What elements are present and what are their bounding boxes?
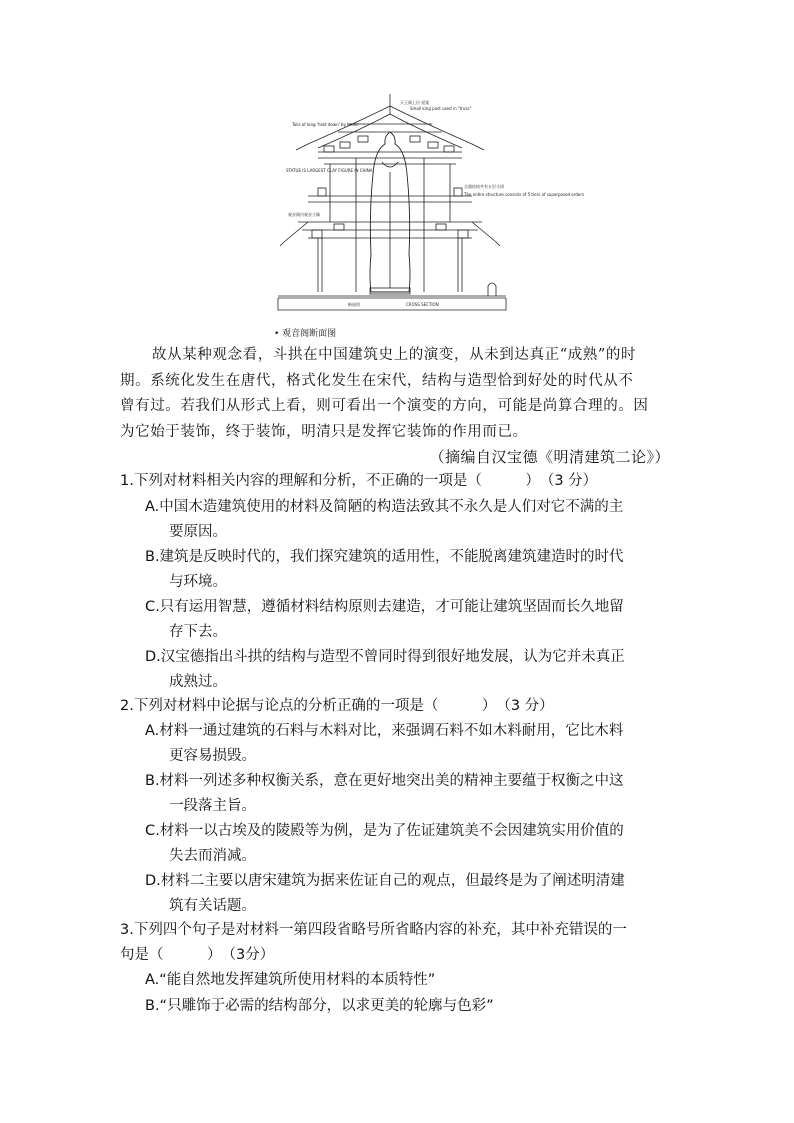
question-2-option-d	[145, 869, 677, 919]
question-3-stem-line-2: 句是（ ） （3分）	[120, 947, 275, 963]
option-line: D.汉宝德指出斗拱的结构与造型不曾同时得到很好地发展，认为它并未真正	[145, 649, 625, 665]
label-statue: STATUE IS LARGEST CLAY FIGURE IN CHINA	[286, 168, 373, 173]
question-2-option-a	[145, 719, 677, 769]
option-continuation: 与环境。	[169, 574, 227, 590]
question-3-stem	[120, 918, 678, 968]
paragraph-line-1	[120, 343, 676, 369]
option-continuation: 更容易损毁。	[169, 748, 256, 764]
option-line: B.材料一列述多种权衡关系，意在更好地突出美的精神主要蕴于权衡之中这	[145, 773, 624, 789]
option-line: B.建筑是反映时代的，我们探究建筑的适用性，不能脱离建筑建造时的时代	[145, 549, 624, 565]
label-right-en: The entire structure consists of 5 tiers of superposed orders	[464, 192, 585, 197]
question-1-option-a	[145, 495, 677, 545]
question-2-stem: 2.下列对材料中论据与论点的分析正确的一项是（ ） （3 分）	[120, 698, 554, 714]
label-tail: Tails of long 'hold down' by beam	[292, 122, 359, 127]
label-top-cn: 天王阁上层 屋架	[400, 100, 430, 105]
option-continuation: 存下去。	[169, 624, 227, 640]
paragraph-line-1-text: 故从某种观念看，斗拱在中国建筑史上的演变，从未到达真正“成熟”的时	[152, 347, 637, 363]
option-line: C.只有运用智慧，遵循材料结构原则去建造，才可能让建筑坚固而长久地留	[145, 599, 624, 615]
option-line: D.材料二主要以唐宋建筑为据来佐证自己的观点，但最终是为了阐述明清建	[145, 873, 625, 889]
paragraph-line-3: 曾有过。若我们从形式上看，则可看出一个演变的方向，可能是尚算合理的。因	[120, 398, 649, 414]
option-continuation: 一段落主旨。	[169, 798, 256, 814]
label-left-cn: 观音阁内观音立像	[288, 212, 320, 217]
question-1-option-d	[145, 645, 677, 695]
option-line: C.材料一以古埃及的陵殿等为例，是为了佐证建筑美不会因建筑实用价值的	[145, 823, 624, 839]
question-1-stem: 1.下列对材料相关内容的理解和分析，不正确的一项是（ ） （3 分）	[120, 473, 598, 489]
question-2-option-b	[145, 769, 677, 819]
question-2-option-c	[145, 819, 677, 869]
option-continuation: 要原因。	[169, 524, 227, 540]
body-paragraph	[120, 343, 676, 445]
paragraph-line-4: 为它始于装饰，终于装饰，明清只是发挥它装饰的作用而已。	[120, 423, 528, 440]
pavilion-cross-section-figure	[278, 92, 585, 314]
label-bottom-cn: 断面图	[348, 302, 360, 307]
option-line: A.中国木造建筑使用的材料及简陋的构造法致其不永久是人们对它不满的主	[145, 499, 624, 515]
source-citation: （摘编自汉宝德《明清建筑二论》）	[429, 448, 670, 466]
question-3-stem-line-1: 3.下列四个句子是对材料一第四段省略号所省略内容的补充，其中补充错误的一	[120, 922, 627, 938]
label-bottom-en: CROSS SECTION	[406, 302, 439, 307]
label-right-cn: 全阁结构共有五层斗拱	[464, 184, 504, 189]
question-3-option-b: B.“只雕饰于必需的结构部分，以求更美的轮廓与色彩”	[145, 998, 494, 1014]
option-continuation: 成熟过。	[169, 674, 227, 690]
question-1-option-c	[145, 595, 677, 645]
question-1-option-b	[145, 545, 677, 595]
paragraph-line-2: 期。系统化发生在唐代，格式化发生在宋代，结构与造型恰到好处的时代从不	[120, 372, 634, 389]
question-3-option-a: A.“能自然地发挥建筑所使用材料的本质特性”	[145, 972, 436, 988]
option-continuation: 失去而消减。	[169, 848, 256, 864]
label-top-en: Small king post used in "truss"	[410, 106, 472, 111]
figure-caption: • 观音阁断面图	[274, 329, 337, 339]
option-line: A.材料一通过建筑的石料与木料对比，来强调石料不如木料耐用，它比木料	[145, 723, 624, 739]
option-continuation: 筑有关话题。	[169, 898, 256, 914]
